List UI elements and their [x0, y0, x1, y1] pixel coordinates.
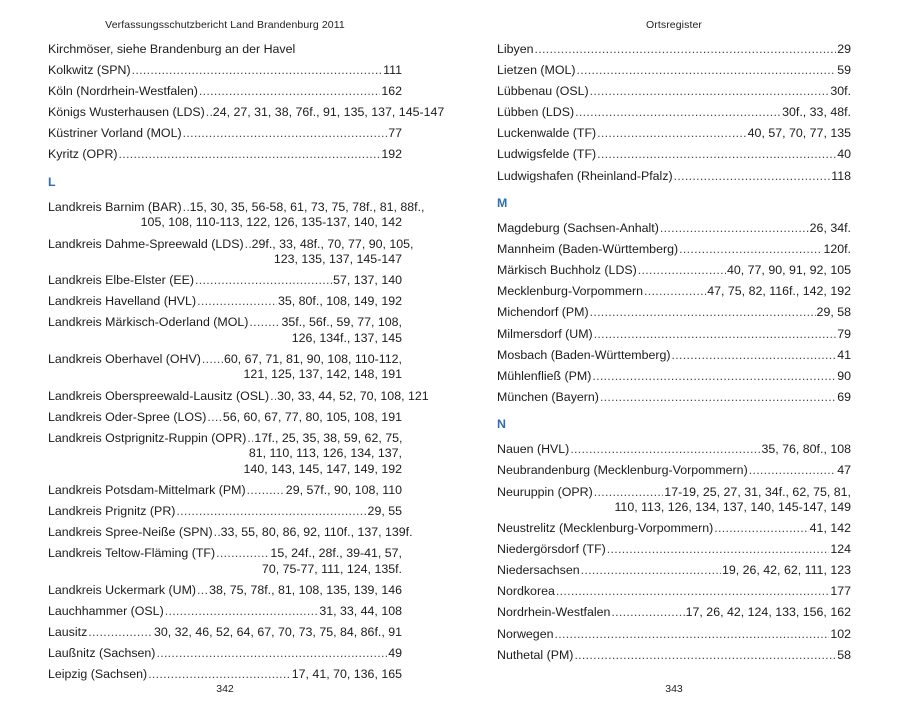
entry-pages: 41 [837, 347, 851, 362]
entry-name: Mecklenburg-Vorpommern [497, 284, 643, 299]
entry-pages: 35, 80f., 108, 149, 192 [277, 294, 402, 309]
entry-pages: 118 [831, 168, 851, 183]
index-entry [48, 147, 402, 163]
entry-line [48, 294, 402, 310]
index-entry [48, 625, 402, 641]
dot-leader [592, 369, 836, 385]
entry-name: Niedergörsdorf (TF) [497, 542, 606, 557]
entry-pages: 59 [837, 63, 851, 78]
entry-line [497, 369, 851, 385]
index-entry [497, 63, 851, 79]
entry-line [497, 390, 851, 406]
dot-leader [247, 431, 253, 447]
index-entry [497, 348, 851, 364]
index-entry [497, 84, 851, 100]
entry-line [48, 199, 425, 216]
entry-pages: 38, 75, 78f., 81, 108, 135, 139, 146 [209, 582, 402, 597]
index-entry [48, 646, 402, 662]
dot-leader [197, 294, 277, 310]
index-entry [497, 147, 851, 163]
index-entry [497, 169, 851, 185]
entry-line [48, 583, 402, 599]
entry-line [48, 236, 414, 253]
entry-pages-continued: 70, 75-77, 111, 124, 135f. [261, 561, 402, 576]
entry-name: Küstriner Vorland (MOL) [48, 126, 182, 141]
entry-name: Leipzig (Sachsen) [48, 667, 148, 682]
entry-line [48, 504, 402, 520]
entry-name: Kyritz (OPR) [48, 147, 118, 162]
entry-pages: 30, 33, 44, 52, 70, 108, 121 [277, 388, 429, 403]
index-column-right [497, 42, 851, 669]
index-entry [497, 584, 851, 600]
entry-name: Ludwigsfelde (TF) [497, 147, 597, 162]
running-header-right: Ortsregister [645, 19, 703, 31]
dot-leader [216, 546, 269, 562]
dot-leader [638, 263, 726, 279]
dot-leader [214, 525, 220, 541]
entry-name: Landkreis Barnim (BAR) [48, 199, 182, 214]
page-number-right: 343 [665, 683, 683, 695]
index-entry [497, 369, 851, 385]
entry-line [497, 648, 851, 664]
dot-leader [245, 237, 251, 253]
entry-pages: 29, 55 [367, 503, 402, 518]
entry-pages: 15, 24f., 28f., 39-41, 57, [270, 546, 402, 561]
entry-line [48, 431, 402, 447]
entry-pages: 30f. [830, 84, 851, 99]
entry-line [497, 221, 851, 237]
entry-name: Neuruppin (OPR) [497, 484, 593, 499]
entry-name: Landkreis Märkisch-Oderland (MOL) [48, 315, 249, 330]
entry-line [48, 667, 402, 683]
index-entry [497, 485, 851, 516]
entry-name: Landkreis Ostprignitz-Ruppin (OPR) [48, 430, 247, 445]
dot-leader [597, 147, 836, 163]
dot-leader [644, 284, 706, 300]
dot-leader [88, 625, 153, 641]
entry-name: Landkreis Potsdam-Mittelmark (PM) [48, 482, 246, 497]
entry-name: Landkreis Elbe-Elster (EE) [48, 273, 194, 288]
index-entry [48, 483, 402, 499]
entry-pages: 35f., 56f., 59, 77, 108, [281, 315, 402, 330]
dot-leader [597, 126, 746, 142]
entry-pages: 79 [837, 326, 851, 341]
dot-leader [577, 63, 837, 79]
entry-line [497, 305, 851, 321]
entry-pages: 29, 58 [816, 305, 851, 320]
entry-pages: 17-19, 25, 27, 31, 34f., 62, 75, 81, [664, 484, 851, 499]
entry-line [497, 63, 851, 79]
dot-leader [197, 583, 208, 599]
entry-line [497, 42, 851, 58]
entry-name: Neubrandenburg (Mecklenburg-Vorpommern) [497, 463, 748, 478]
entry-line [497, 463, 851, 479]
dot-leader [672, 348, 837, 364]
dot-leader [183, 200, 189, 216]
entry-name: Luckenwalde (TF) [497, 126, 597, 141]
entry-name: Landkreis Oberhavel (OHV) [48, 351, 201, 366]
entry-name: Lausitz [48, 624, 88, 639]
entry-pages-continued: 121, 125, 137, 142, 148, 191 [243, 367, 402, 382]
dot-leader [590, 84, 830, 100]
entry-name: Landkreis Teltow-Fläming (TF) [48, 546, 216, 561]
entry-pages: 17, 26, 42, 124, 133, 156, 162 [685, 605, 851, 620]
dot-leader [660, 221, 809, 237]
left-page [48, 0, 445, 712]
section-letter-l: L [48, 174, 56, 189]
entry-pages: 177 [830, 584, 851, 599]
entry-line [48, 273, 402, 289]
index-entry [497, 463, 851, 479]
index-entry [497, 284, 851, 300]
entry-pages: 56, 60, 67, 77, 80, 105, 108, 191 [222, 409, 402, 424]
entry-name: Lübbenau (OSL) [497, 84, 589, 99]
section-letter-m: M [497, 196, 508, 211]
dot-leader [554, 627, 829, 643]
index-entry [48, 352, 402, 383]
index-entry [497, 563, 851, 579]
index-entry [48, 63, 402, 79]
entry-group [497, 42, 851, 184]
dot-leader [156, 646, 387, 662]
entry-pages: 40, 77, 90, 91, 92, 105 [726, 263, 851, 278]
entry-name: Lietzen (MOL) [497, 63, 576, 78]
entry-name: Laußnitz (Sachsen) [48, 645, 156, 660]
entry-pages: 40 [837, 147, 851, 162]
index-entry [497, 542, 851, 558]
entry-name: Landkreis Oberspreewald-Lausitz (OSL) [48, 388, 270, 403]
entry-line [48, 525, 413, 541]
dot-leader [570, 442, 760, 458]
entry-pages: 35, 76, 80f., 108 [761, 442, 851, 457]
dot-leader [249, 315, 280, 331]
entry-line [48, 646, 402, 662]
entry-line [497, 521, 851, 537]
index-entry [48, 199, 425, 231]
entry-name: Kolkwitz (SPN) [48, 63, 131, 78]
dot-leader [195, 273, 332, 289]
entry-name: Libyen [497, 42, 534, 56]
entry-line [497, 242, 851, 258]
index-entry [48, 410, 402, 426]
entry-line [48, 352, 402, 368]
entry-line [497, 327, 851, 343]
entry-pages-continued: 105, 108, 110-113, 122, 126, 135-137, 140, 142 [140, 215, 402, 230]
dot-leader [611, 605, 684, 621]
entry-name: Norwegen [497, 626, 554, 641]
entry-name: Märkisch Buchholz (LDS) [497, 263, 637, 278]
entry-name: Landkreis Uckermark (UM) [48, 582, 197, 597]
dot-leader [183, 126, 388, 142]
index-entry [48, 504, 402, 520]
entry-pages-continued: 110, 113, 126, 134, 137, 140, 145-147, 149 [614, 500, 851, 514]
entry-name: Landkreis Dahme-Spreewald (LDS) [48, 236, 244, 251]
entry-pages: 17f., 25, 35, 38, 59, 62, 75, [254, 430, 403, 445]
entry-pages-continued: 140, 143, 145, 147, 149, 192 [243, 461, 402, 476]
index-entry [48, 667, 402, 683]
entry-name: Königs Wusterhausen (LDS) [48, 105, 205, 120]
entry-name: Nauen (HVL) [497, 442, 570, 457]
dot-leader [207, 410, 221, 426]
entry-line [48, 483, 402, 499]
entry-line [497, 485, 851, 501]
index-entry [497, 442, 851, 458]
entry-pages: 29, 57f., 90, 108, 110 [285, 482, 402, 497]
entry-line [497, 542, 851, 558]
index-entry [48, 294, 402, 310]
entry-line [48, 63, 402, 79]
entry-name: Mosbach (Baden-Württemberg) [497, 347, 671, 362]
entry-pages: 192 [381, 147, 402, 162]
index-entry [497, 305, 851, 321]
index-entry [497, 627, 851, 643]
entry-pages-continued: 123, 135, 137, 145-147 [273, 252, 402, 267]
entry-line [48, 42, 402, 58]
entry-line [48, 410, 402, 426]
dot-leader [679, 242, 822, 258]
entry-pages: 15, 30, 35, 56-58, 61, 73, 75, 78f., 81, 88f., [189, 199, 425, 214]
entry-pages: 162 [381, 84, 402, 99]
entry-pages: 47 [837, 463, 851, 478]
entry-group [497, 442, 851, 663]
dot-leader [556, 584, 829, 600]
entry-name: Kirchmöser, siehe Brandenburg an der Havel [48, 42, 296, 56]
entry-line [497, 126, 851, 142]
dot-leader [202, 352, 223, 368]
index-entry [48, 431, 402, 478]
entry-pages: 111 [383, 63, 402, 78]
entry-group [48, 199, 429, 683]
dot-leader [594, 327, 837, 343]
index-entry [48, 583, 402, 599]
entry-pages: 24, 27, 31, 38, 76f., 91, 135, 137, 145-147 [212, 105, 445, 120]
entry-line [497, 605, 851, 621]
entry-pages-continued: 81, 110, 113, 126, 134, 137, [248, 446, 402, 461]
entry-line [497, 563, 851, 579]
entry-pages: 29f., 33, 48f., 70, 77, 90, 105, [251, 236, 414, 251]
dot-leader [206, 105, 212, 121]
index-entry [48, 525, 413, 541]
entry-line [48, 604, 402, 620]
entry-name: Ludwigshafen (Rheinland-Pfalz) [497, 168, 673, 183]
entry-pages: 33, 55, 80, 86, 92, 110f., 137, 139f. [220, 525, 413, 539]
index-entry [497, 327, 851, 343]
entry-line [497, 263, 851, 279]
entry-pages: 26, 34f. [809, 221, 851, 236]
page-number-left: 342 [216, 683, 234, 695]
dot-leader [270, 389, 276, 405]
dot-leader [590, 305, 816, 321]
entry-pages: 69 [837, 389, 851, 404]
index-entry [48, 604, 402, 620]
dot-leader [581, 563, 721, 579]
entry-line [48, 625, 402, 641]
entry-line [48, 84, 402, 100]
index-entry [497, 263, 851, 279]
entry-pages: 17, 41, 70, 136, 165 [291, 667, 402, 682]
entry-name: Lübben (LDS) [497, 105, 575, 120]
entry-name: Köln (Nordrhein-Westfalen) [48, 84, 198, 99]
entry-name: Landkreis Havelland (HVL) [48, 294, 197, 309]
entry-name: Mühlenfließ (PM) [497, 368, 592, 383]
dot-leader [119, 147, 381, 163]
entry-name: Michendorf (PM) [497, 305, 589, 320]
entry-name: Landkreis Spree-Neiße (SPN) [48, 525, 213, 539]
entry-name: Niedersachsen [497, 563, 580, 578]
entry-name: Nuthetal (PM) [497, 647, 574, 662]
dot-leader [749, 463, 837, 479]
entry-group [497, 221, 851, 405]
index-column-left [48, 42, 445, 688]
index-entry [48, 546, 402, 577]
right-page [497, 0, 851, 712]
dot-leader [199, 84, 380, 100]
entry-pages: 102 [830, 626, 851, 641]
index-entry [48, 42, 402, 58]
entry-pages: 124 [830, 542, 851, 557]
entry-pages: 30f., 33, 48f. [782, 105, 851, 120]
entry-name: München (Bayern) [497, 389, 599, 404]
entry-pages: 19, 26, 42, 62, 111, 123 [721, 563, 851, 578]
index-entry [48, 273, 402, 289]
entry-name: Milmersdorf (UM) [497, 326, 593, 341]
entry-line [497, 284, 851, 300]
dot-leader [674, 169, 831, 185]
index-entry [48, 126, 402, 142]
entry-pages: 58 [837, 647, 851, 662]
entry-pages: 60, 67, 71, 81, 90, 108, 110-112, [224, 351, 402, 366]
entry-line [48, 126, 402, 142]
entry-line [497, 584, 851, 600]
entry-name: Mannheim (Baden-Württemberg) [497, 242, 679, 257]
entry-line [48, 315, 402, 331]
entry-pages: 47, 75, 82, 116f., 142, 192 [707, 284, 851, 299]
entry-pages: 31, 33, 44, 108 [319, 603, 402, 618]
entry-name: Nordkorea [497, 584, 555, 599]
dot-leader [600, 390, 836, 406]
entry-name: Lauchhammer (OSL) [48, 603, 164, 618]
index-entry [497, 221, 851, 237]
entry-group [48, 42, 445, 163]
entry-pages: 40, 57, 70, 77, 135 [747, 126, 851, 141]
entry-line [497, 105, 851, 121]
index-entry [497, 390, 851, 406]
entry-line [497, 169, 851, 185]
index-entry [48, 315, 402, 346]
entry-name: Nordrhein-Westfalen [497, 605, 611, 620]
entry-line [48, 546, 402, 562]
entry-pages: 57, 137, 140 [333, 273, 402, 288]
index-entry [48, 388, 429, 405]
index-entry [497, 521, 851, 537]
entry-pages: 30, 32, 46, 52, 64, 67, 70, 73, 75, 84, 86f., 91 [153, 624, 402, 639]
dot-leader [165, 604, 319, 620]
entry-line [48, 388, 429, 405]
dot-leader [574, 648, 836, 664]
index-entry [497, 126, 851, 142]
entry-pages: 120f. [823, 242, 851, 257]
index-entry [497, 648, 851, 664]
entry-pages: 29 [837, 42, 851, 56]
running-header-left: Verfassungsschutzbericht Land Brandenburg 2011 [105, 19, 345, 31]
index-entry [497, 105, 851, 121]
dot-leader [148, 667, 291, 683]
entry-name: Neustrelitz (Mecklenburg-Vorpommern) [497, 521, 714, 536]
dot-leader [535, 42, 837, 58]
entry-line [497, 84, 851, 100]
entry-pages: 77 [388, 126, 402, 141]
entry-name: Landkreis Prignitz (PR) [48, 503, 176, 518]
index-entry [497, 42, 851, 58]
dot-leader [575, 105, 781, 121]
entry-line [497, 627, 851, 643]
dot-leader [607, 542, 830, 558]
entry-line [48, 147, 402, 163]
entry-pages: 49 [388, 645, 402, 660]
index-entry [497, 242, 851, 258]
entry-name: Landkreis Oder-Spree (LOS) [48, 409, 207, 424]
entry-line [48, 105, 445, 121]
entry-line [497, 147, 851, 163]
dot-leader [714, 521, 808, 537]
entry-pages: 90 [837, 368, 851, 383]
index-entry [48, 84, 402, 100]
entry-line [497, 442, 851, 458]
index-entry [48, 105, 445, 121]
dot-leader [132, 63, 383, 79]
dot-leader [176, 504, 366, 520]
dot-leader [594, 485, 664, 501]
entry-name: Magdeburg (Sachsen-Anhalt) [497, 221, 659, 236]
dot-leader [247, 483, 285, 499]
index-entry [497, 605, 851, 621]
index-entry [48, 236, 414, 268]
section-letter-n: N [497, 417, 506, 432]
entry-line [497, 348, 851, 364]
entry-pages: 41, 142 [809, 521, 851, 536]
entry-pages-continued: 126, 134f., 137, 145 [291, 330, 402, 345]
